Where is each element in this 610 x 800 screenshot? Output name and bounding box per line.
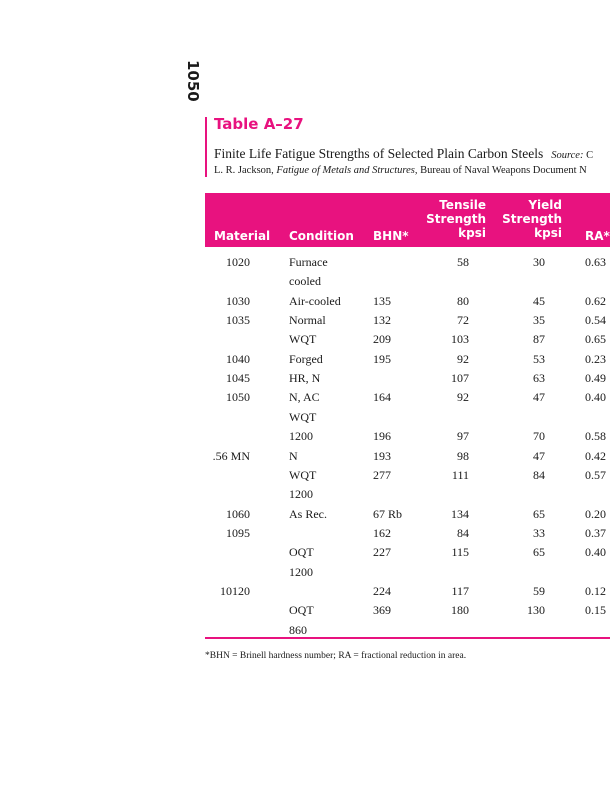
table-bottom-rule	[205, 637, 610, 639]
cell-condition: Furnace	[289, 255, 328, 269]
header-yield-strength	[492, 198, 562, 240]
cell-bhn: 209	[373, 332, 391, 347]
header-tensile-line2: Strength	[426, 212, 486, 226]
cell-bhn: 135	[373, 293, 391, 308]
cell-material: 1045	[226, 371, 250, 386]
cell-tensile: 72	[457, 313, 469, 328]
cell-yield: 65	[533, 506, 545, 521]
cell-material: 1020	[226, 255, 250, 269]
cell-tensile: 117	[451, 583, 469, 598]
caption-source-rest: C	[583, 150, 594, 161]
cell-yield: 47	[533, 448, 545, 463]
cell-material: 1060	[226, 506, 250, 521]
cell-yield: 130	[527, 603, 545, 618]
cell-tensile: 92	[457, 390, 469, 405]
table-caption-line1	[214, 146, 593, 162]
cell-condition: Forged	[289, 351, 323, 366]
cell-tensile: 134	[451, 506, 469, 521]
cell-condition: cooled	[289, 274, 321, 289]
table-row	[0, 332, 610, 349]
caption-author: L. R. Jackson,	[214, 165, 277, 176]
cell-tensile: 98	[457, 448, 469, 463]
cell-ra: 0.58	[585, 429, 606, 444]
header-yield-line1: Yield	[528, 198, 562, 212]
cell-ra: 0.20	[585, 506, 606, 521]
cell-bhn: 164	[373, 390, 391, 405]
cell-material: 1040	[226, 351, 250, 366]
cell-ra: 0.12	[585, 583, 606, 598]
cell-tensile: 180	[451, 603, 469, 618]
table-row	[0, 507, 610, 524]
header-condition: Condition	[289, 229, 354, 243]
table-row	[0, 313, 610, 330]
cell-yield: 35	[533, 313, 545, 328]
cell-condition: N, AC	[289, 390, 320, 405]
cell-bhn: 227	[373, 545, 391, 560]
cell-condition: WQT	[289, 332, 317, 347]
cell-condition: OQT	[289, 603, 314, 618]
cell-tensile: 111	[451, 467, 469, 482]
table-row	[0, 487, 610, 504]
header-tensile-line1: Tensile	[439, 198, 486, 212]
cell-ra: 0.42	[585, 448, 606, 463]
cell-tensile: 115	[451, 545, 469, 560]
cell-bhn: 196	[373, 429, 391, 444]
cell-condition: Normal	[289, 313, 326, 328]
cell-ra: 0.15	[585, 603, 606, 618]
cell-bhn: 195	[373, 351, 391, 366]
header-tensile-strength	[420, 198, 486, 240]
cell-material: 10120	[220, 583, 250, 598]
cell-yield: 53	[533, 351, 545, 366]
cell-ra: 0.37	[585, 525, 606, 540]
cell-bhn: 369	[373, 603, 391, 618]
table-row	[0, 545, 610, 562]
cell-condition: N	[289, 448, 298, 463]
table-row	[0, 429, 610, 446]
cell-bhn: 224	[373, 583, 391, 598]
cell-condition: 1200	[289, 564, 313, 579]
table-caption-line2	[214, 165, 587, 176]
table-accent-rule	[205, 117, 207, 177]
header-yield-line3: kpsi	[534, 226, 562, 240]
cell-ra: 0.49	[585, 371, 606, 386]
cell-yield: 84	[533, 467, 545, 482]
cell-condition: WQT	[289, 409, 317, 424]
cell-condition: 1200	[289, 487, 313, 502]
cell-material: 1095	[226, 525, 250, 540]
cell-ra: 0.40	[585, 390, 606, 405]
cell-tensile: 107	[451, 371, 469, 386]
cell-ra: 0.54	[585, 313, 606, 328]
cell-condition: WQT	[289, 467, 317, 482]
caption-title: Finite Life Fatigue Strengths of Selected Plain Carbon Steels	[214, 146, 544, 161]
cell-tensile: 58	[457, 255, 469, 269]
cell-yield: 30	[533, 255, 545, 269]
cell-yield: 47	[533, 390, 545, 405]
cell-tensile: 92	[457, 351, 469, 366]
cell-condition: 1200	[289, 429, 313, 444]
header-tensile-line3: kpsi	[458, 226, 486, 240]
cell-material: .56 MN	[212, 448, 250, 463]
cell-bhn: 193	[373, 448, 391, 463]
table-row	[0, 274, 610, 291]
cell-condition: HR, N	[289, 371, 321, 386]
table-row	[0, 294, 610, 311]
cell-ra: 0.23	[585, 351, 606, 366]
cell-tensile: 80	[457, 293, 469, 308]
cell-material: 1035	[226, 313, 250, 328]
cell-bhn: 277	[373, 467, 391, 482]
cell-ra: 0.65	[585, 332, 606, 347]
header-ra: RA*	[585, 229, 610, 243]
cell-yield: 63	[533, 371, 545, 386]
page-number: 1050	[184, 60, 202, 102]
table-label: Table A–27	[214, 115, 304, 133]
table-row	[0, 410, 610, 427]
cell-yield: 45	[533, 293, 545, 308]
table-row	[0, 584, 610, 601]
cell-yield: 70	[533, 429, 545, 444]
cell-yield: 87	[533, 332, 545, 347]
header-yield-line2: Strength	[502, 212, 562, 226]
cell-bhn: 67 Rb	[373, 506, 403, 521]
table-footnote: *BHN = Brinell hardness number; RA = fractional reduction in area.	[205, 651, 467, 661]
cell-condition: Air-cooled	[289, 293, 341, 308]
cell-bhn: 132	[373, 313, 391, 328]
cell-bhn: 162	[373, 525, 391, 540]
table-row	[0, 603, 610, 620]
cell-tensile: 103	[451, 332, 469, 347]
cell-tensile: 97	[457, 429, 469, 444]
cell-material: 1030	[226, 293, 250, 308]
cell-ra: 0.57	[585, 467, 606, 482]
caption-source-label: Source:	[551, 150, 584, 161]
cell-tensile: 84	[457, 525, 469, 540]
table-row	[0, 352, 610, 369]
cell-yield: 59	[533, 583, 545, 598]
table-row	[0, 390, 610, 407]
cell-material: 1050	[226, 390, 250, 405]
table-row	[0, 565, 610, 582]
caption-rest: Bureau of Naval Weapons Document N	[417, 165, 587, 176]
table-row	[0, 371, 610, 388]
cell-yield: 33	[533, 525, 545, 540]
cell-yield: 65	[533, 545, 545, 560]
table-row	[0, 526, 610, 543]
cell-condition: As Rec.	[289, 506, 327, 521]
cell-ra: 0.40	[585, 545, 606, 560]
cell-condition: OQT	[289, 545, 314, 560]
header-material: Material	[214, 229, 271, 243]
cell-condition: 860	[289, 622, 307, 637]
caption-work: Fatigue of Metals and Structures,	[276, 165, 418, 176]
cell-ra: 0.63	[585, 255, 606, 269]
table-row	[0, 449, 610, 466]
table-row	[0, 468, 610, 485]
table-row	[0, 255, 610, 272]
header-bhn: BHN*	[373, 229, 409, 243]
cell-ra: 0.62	[585, 293, 606, 308]
